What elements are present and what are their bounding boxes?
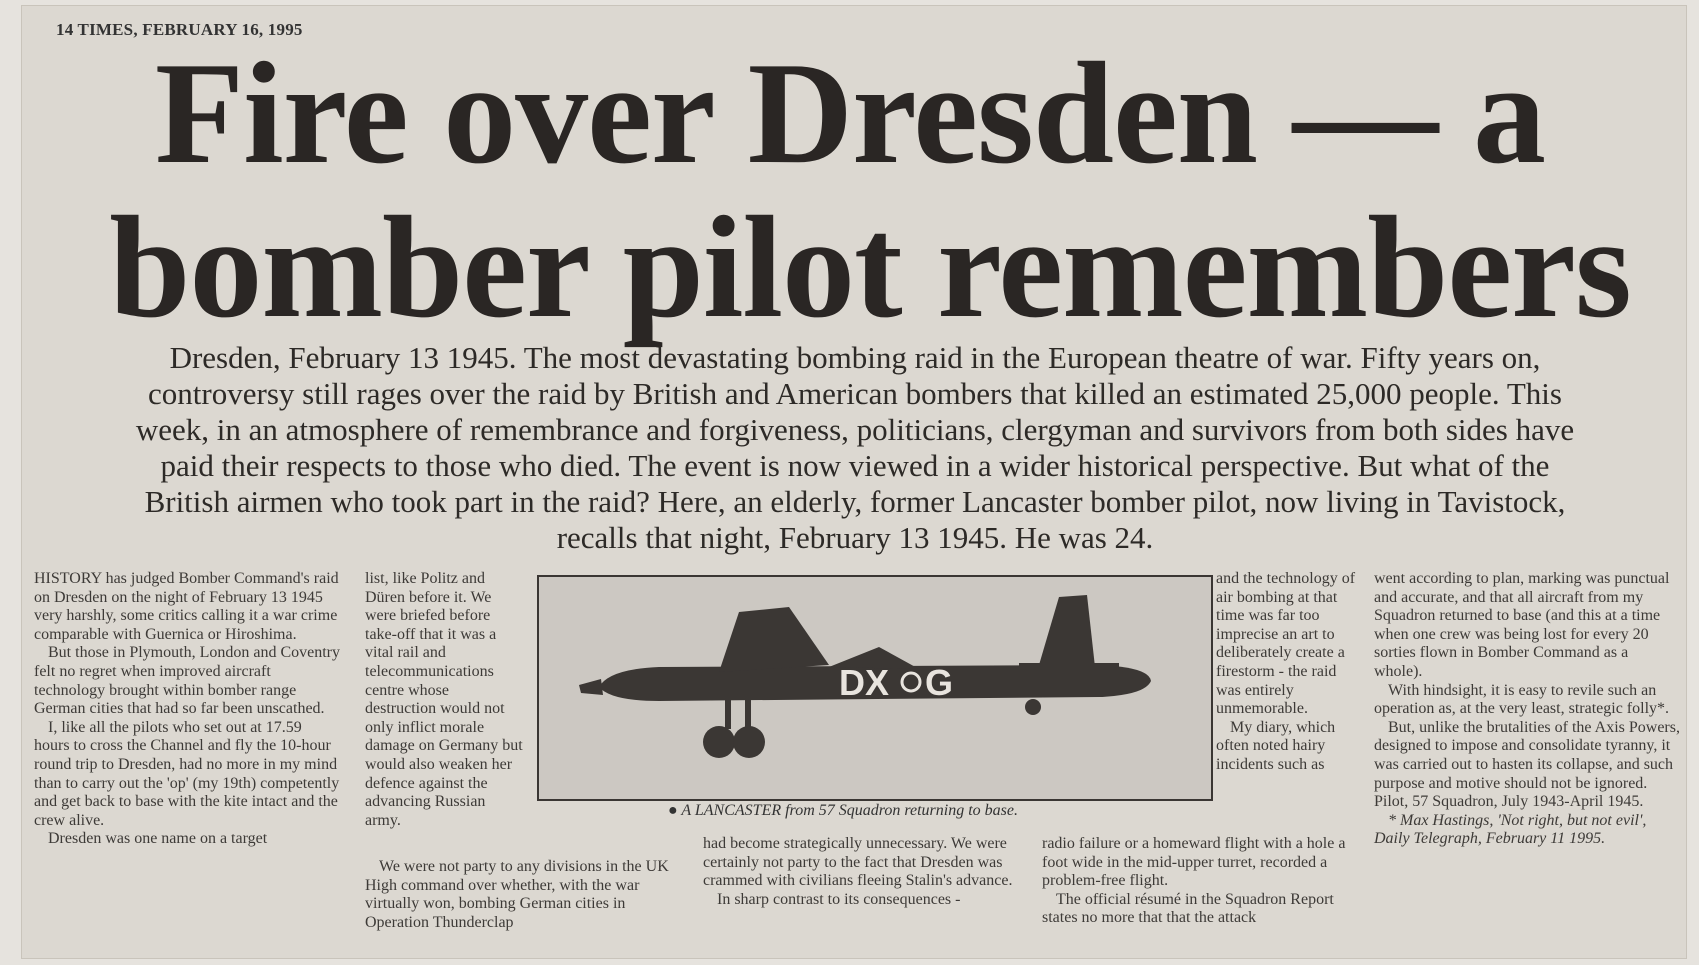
standfirst-line: British airmen who took part in the raid? Here, an elderly, former Lancaster bomber pilot, now living in Tavistock,: [144, 484, 1566, 519]
bullet-icon: ●: [668, 802, 678, 819]
author-credit: Pilot, 57 Squadron, July 1943-April 1945.: [1374, 793, 1644, 811]
paragraph: and the technology of air bombing at that time was far too imprecise an art to deliberately create a firestorm - the raid was entirely unmemorable.: [1216, 570, 1356, 718]
paragraph: radio failure or a homeward flight with a hole a foot wide in the mid-upper turret, recorded a problem-free flight.: [1042, 835, 1346, 890]
paragraph: In sharp contrast to its consequences -: [717, 890, 961, 908]
standfirst-line: controversy still rages over the raid by British and American bombers that killed an estimated 25,000 people. This: [148, 376, 1562, 411]
standfirst-line: paid their respects to those who died. The event is now viewed in a wider historical perspective. But what of the: [160, 448, 1550, 483]
paragraph: The official résumé in the Squadron Report states no more that that the attack: [1042, 890, 1334, 927]
photo-caption-text: A LANCASTER from 57 Squadron returning to base.: [681, 802, 1018, 819]
article-column-3: [703, 835, 1028, 909]
headline-line-2: bomber pilot remembers: [109, 186, 1631, 348]
paragraph: I, like all the pilots who set out at 17.59 hours to cross the Channel and fly the 10-hour round trip to Dresden, had no more in my mind than to carry out the 'op' (my 19th) competently and get back to base with the kite intact and the crew alive.: [34, 718, 340, 829]
paragraph: My diary, which often noted hairy incidents such as: [1216, 718, 1336, 773]
paragraph: We were not party to any divisions in the UK High command over whether, with the war virtually won, bombing German cities in Operation Thunderclap: [365, 858, 669, 931]
aircraft-letter: G: [925, 662, 954, 703]
photo-caption: [668, 802, 1018, 820]
headline-line-1: Fire over Dresden — a: [154, 32, 1546, 194]
standfirst-line: week, in an atmosphere of remembrance and forgiveness, politicians, clergyman and survivors from both sides have: [135, 412, 1575, 447]
standfirst: [40, 340, 1670, 556]
footnote: * Max Hastings, 'Not right, but not evil', Daily Telegraph, February 11 1995.: [1374, 811, 1647, 848]
article-column-2: [365, 570, 523, 830]
lancaster-bomber-image: [539, 577, 1211, 799]
paragraph: With hindsight, it is easy to revile such an operation as, at the very least, strategic folly*.: [1374, 681, 1670, 718]
paragraph: Dresden was one name on a target: [48, 830, 268, 848]
article-column-1: [34, 570, 340, 849]
paragraph: But those in Plymouth, London and Coventry felt no regret when improved aircraft technology brought within bomber range German cities that had so far been unscathed.: [34, 644, 340, 718]
paragraph: went according to plan, marking was punctual and accurate, and that all aircraft from my Squadron returned to base (and this at a time when one crew was being lost for every 20 sorties flown in Bomber Command as a whole).: [1374, 570, 1670, 680]
aircraft-code: DX: [839, 662, 890, 703]
paragraph: HISTORY has judged Bomber Command's raid on Dresden on the night of February 13 1945 very harshly, some critics calling it a war crime comparable with Guernica or Hiroshima.: [34, 570, 339, 643]
paragraph: list, like Politz and Düren before it. We were briefed before take-off that it was a vital rail and telecommunications centre whose destruction would not only inflict morale damage on Germany but would also weaken her defence against the advancing Russian army.: [365, 570, 523, 829]
standfirst-line: recalls that night, February 13 1945. He was 24.: [556, 520, 1154, 555]
paragraph: But, unlike the brutalities of the Axis Powers, designed to impose and consolidate tyranny, it was carried out to hasten its collapse, and such purpose and motive should not be ignored.: [1374, 718, 1680, 792]
standfirst-line: Dresden, February 13 1945. The most devastating bombing raid in the European theatre of war. Fifty years on,: [169, 340, 1541, 375]
paragraph: had become strategically unnecessary. We were certainly not party to the fact that Dresden was crammed with civilians fleeing Stalin's advance.: [703, 835, 1013, 890]
article-column-2-bottom: [365, 858, 680, 932]
article-column-4-top: [1216, 570, 1358, 775]
dateline: 14 TIMES, FEBRUARY 16, 1995: [56, 20, 303, 39]
article-column-4-bottom: [1042, 835, 1352, 928]
lancaster-photo: [537, 575, 1213, 801]
article-column-5: [1374, 570, 1680, 849]
